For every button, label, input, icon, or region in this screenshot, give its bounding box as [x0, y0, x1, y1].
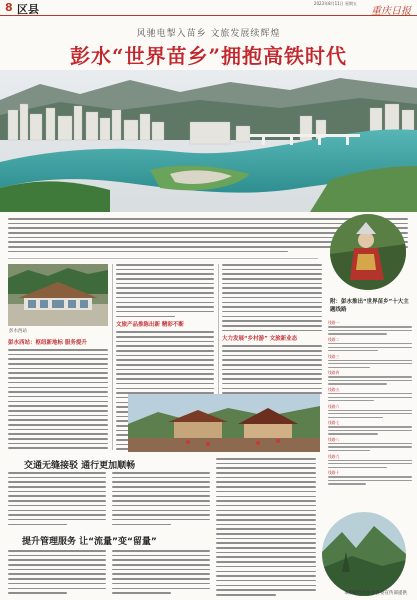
route-item: 线路九: [328, 453, 340, 459]
station-photo: [8, 264, 108, 326]
mountain-photo: [322, 512, 406, 596]
section-1-col-3: [216, 458, 316, 598]
section-2-col-2: [112, 550, 210, 594]
inline-head-3: 大力发展“乡村游” 文旅新业态: [222, 336, 298, 343]
kicker: 风驰电掣入苗乡 文旅发展续辉煌: [136, 29, 281, 39]
route-item: 线路八: [328, 436, 340, 442]
masthead-logo: 重庆日报: [371, 6, 411, 17]
headline: 彭水“世界苗乡”拥抱高铁时代: [69, 44, 347, 68]
sidebar-title: 附：彭水推出“世界苗乡”十大主题线路: [330, 299, 409, 313]
issue-date: 2023年8月11日 星期五: [313, 1, 357, 6]
station-caption: 彭水西站: [9, 329, 27, 334]
page-header: [0, 0, 417, 16]
route-item: 线路七: [328, 420, 340, 426]
route-item: 线路四: [328, 370, 340, 376]
column-3-text: [222, 264, 322, 394]
section-1-col-1: [8, 472, 106, 528]
inline-head-1: 彭水西站：枢纽新地标 服务提升: [8, 340, 87, 346]
section-name: 区县: [17, 3, 39, 16]
divider: [8, 258, 318, 259]
section-1-col-2: [112, 472, 210, 528]
route-item: 线路五: [328, 387, 340, 393]
route-item: 线路六: [328, 403, 340, 409]
section-2-col-1: [8, 550, 106, 594]
route-item: 线路二: [328, 337, 340, 343]
column-divider: [112, 264, 113, 450]
section-1-title: 交通无缝接驳 通行更加顺畅: [24, 461, 136, 471]
route-item: 线路一: [328, 320, 340, 326]
route-list: [328, 318, 412, 508]
hero-photo: [0, 70, 417, 212]
inline-head-2: 文旅产品推陈出新 精彩不断: [116, 322, 184, 329]
column-1-text: [8, 336, 108, 452]
miao-costume-photo: [330, 214, 406, 290]
credit-line: 本版稿件由彭水县委宣传部提供: [344, 591, 407, 596]
route-item: 线路十: [328, 470, 340, 476]
page-number: 8: [5, 1, 13, 14]
section-2-title: 提升管理服务 让“流量”变“留量”: [22, 537, 157, 547]
festival-photo: [128, 394, 320, 452]
route-item: 线路三: [328, 353, 340, 359]
